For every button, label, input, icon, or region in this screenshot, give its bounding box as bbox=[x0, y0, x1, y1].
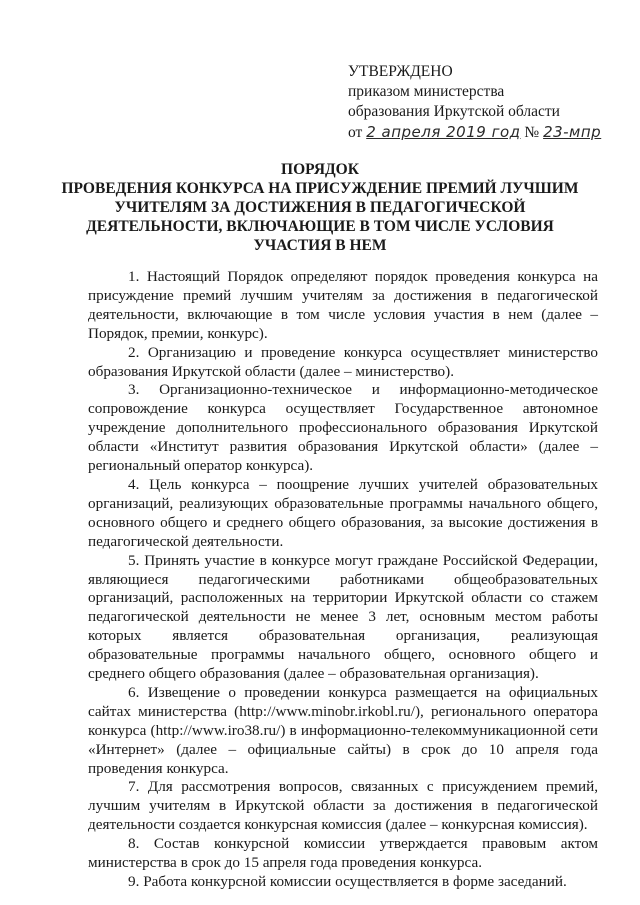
paragraph-4: 4. Цель конкурса – поощрение лучших учителей образовательных организаций, реализующих образовательные программы начального общего, основного общего и среднего общего образования, за высокие достижения в педагогической деятельности. bbox=[88, 475, 598, 550]
approval-stamp bbox=[348, 62, 618, 143]
approval-order-line: приказом министерства bbox=[348, 83, 505, 100]
approval-date-prefix: от bbox=[348, 124, 363, 141]
paragraph-6: 6. Извещение о проведении конкурса размещается на официальных сайтах министерства (http://www.minobr.irkobl.ru/), регионального оператора конкурса (http://www.iro38.ru/) в информационно-телекоммуникационной сети «Интернет» (далее – официальные сайты) в срок до 10 апреля года проведения конкурса. bbox=[88, 683, 598, 777]
approval-date-line bbox=[348, 122, 618, 143]
title-heading: ПОРЯДОК bbox=[281, 161, 359, 178]
approval-heading: УТВЕРЖДЕНО bbox=[348, 63, 453, 80]
handwritten-number: 23-мпр bbox=[543, 123, 602, 141]
paragraph-7: 7. Для рассмотрения вопросов, связанных с присуждением премий, лучшим учителям в Иркутской области за достижения в педагогической деятельности создается конкурсная комиссия (далее – конкурсная комиссия). bbox=[88, 778, 598, 834]
paragraph-9: 9. Работа конкурсной комиссии осуществляется в форме заседаний. bbox=[128, 873, 567, 890]
paragraph-5: 5. Принять участие в конкурсе могут граждане Российской Федерации, являющиеся педагогическими работниками общеобразовательных организаций, расположенных на территории Иркутской области со стажем педагогической деятельности не менее 3 лет, основным местом работы которых является образовательная организация, реализующая образовательные программы начального общего, основного общего и среднего общего образования (далее – образовательная организация). bbox=[88, 551, 598, 683]
paragraph-3: 3. Организационно-техническое и информационно-методическое сопровождение конкурса осуществляет Государственное автономное учреждение дополнительного профессионального образования Иркутской области «Институт развития образования Иркутской области» (далее – региональный оператор конкурса). bbox=[88, 381, 598, 475]
approval-number-sign: № bbox=[524, 124, 540, 141]
document-body bbox=[88, 268, 598, 892]
handwritten-date: 2 апреля 2019 год bbox=[366, 123, 521, 141]
paragraph-8: 8. Состав конкурсной комиссии утверждается правовым актом министерства в срок до 15 апреля года проведения конкурса. bbox=[88, 835, 598, 872]
paragraph-2: 2. Организацию и проведение конкурса осуществляет министерство образования Иркутской области (далее – министерство). bbox=[88, 343, 598, 380]
paragraph-1: 1. Настоящий Порядок определяют порядок проведения конкурса на присуждение премий лучшим учителям за достижения в педагогической деятельности, включающие в том числе условия участия в нем (далее – Порядок, премии, конкурс). bbox=[88, 268, 598, 342]
approval-ministry-line: образования Иркутской области bbox=[348, 103, 560, 120]
document-title bbox=[60, 160, 580, 255]
title-subheading: ПРОВЕДЕНИЯ КОНКУРСА НА ПРИСУЖДЕНИЕ ПРЕМИЙ ЛУЧШИМ УЧИТЕЛЯМ ЗА ДОСТИЖЕНИЯ В ПЕДАГОГИЧЕСКОЙ ДЕЯТЕЛЬНОСТИ, ВКЛЮЧАЮЩИЕ В ТОМ ЧИСЛЕ УСЛОВИЯ УЧАСТИЯ В НЕМ bbox=[61, 180, 579, 254]
